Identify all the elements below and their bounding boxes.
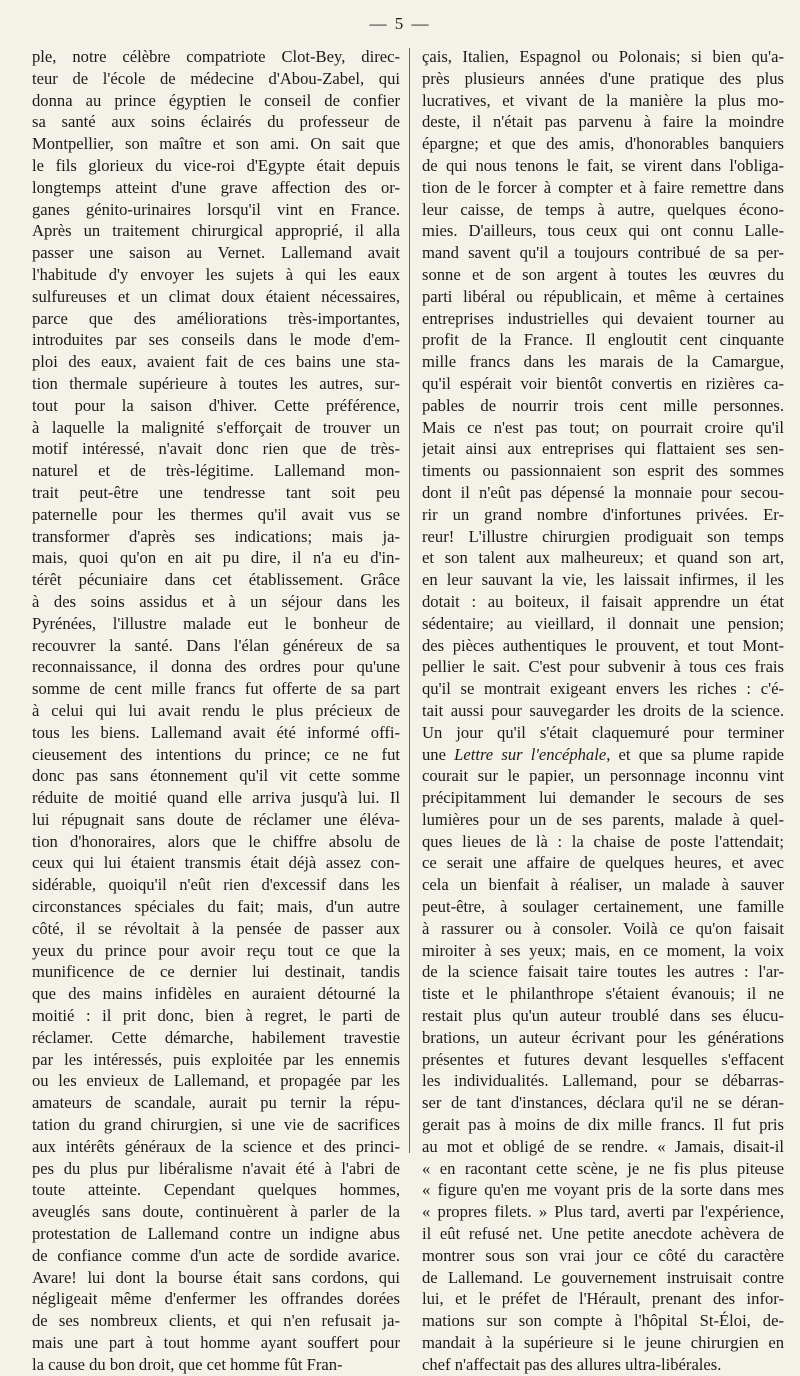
text-line: recouvrer la santé. Dans l'élan généreux de sa: [32, 635, 400, 655]
text-line: lucratives, et vivant de la manière la plus mo-: [422, 90, 784, 110]
text-line: donc pas sans étonnement qu'il vit cette somme: [32, 766, 400, 786]
text-line: de qui nous tenons le fait, se virent dans l'obliga-: [422, 155, 784, 175]
text-line: transformer d'après ses indications; mais ja-: [32, 526, 400, 546]
text-line: paternelle pour les thermes qu'il avait vus se: [32, 504, 400, 524]
text-line: gerait pas à moins de dix mille francs. Il fut pris: [422, 1115, 784, 1135]
text-line: qu'il espérait voir bientôt convertis en rizières ca-: [422, 373, 784, 393]
text-line: tait aussi pour sauvegarder les droits de la science.: [422, 700, 784, 720]
text-line: parti libéral ou républicain, et même à certaines: [422, 286, 784, 306]
text-line: reur! L'illustre chirurgien prodiguait son temps: [422, 526, 784, 546]
text-line: restait plus qu'un auteur troublé dans ses élucu-: [422, 1006, 784, 1026]
text-line: peut-être, à soulager certainement, une famille: [422, 897, 784, 917]
text-line: « en racontant cette scène, je ne fis plus piteuse: [422, 1158, 784, 1178]
text-line: « propres filets. » Plus tard, averti par l'expérience,: [422, 1202, 784, 1222]
text-line: ceux qui lui étaient transmis était déjà assez con-: [32, 853, 400, 873]
text-line: yeux du prince pour avoir reçu tout ce que la: [32, 940, 400, 960]
text-line: de ses nombreux clients, et qui n'en refusait ja-: [32, 1311, 400, 1331]
text-line: de confiance comme d'un acte de sordide avarice.: [32, 1245, 400, 1265]
text-line: mais une part à tout homme ayant souffert pour: [32, 1333, 400, 1353]
text-line: Avare! lui dont la bourse était sans cordons, qui: [32, 1267, 400, 1287]
text-line: leur caisse, de temps à autre, quelques écono-: [422, 199, 784, 219]
text-line: ser de tant d'instances, déclara qu'il ne se déran-: [422, 1093, 784, 1113]
text-line: à laquelle la malignité s'efforçait de trouver un: [32, 417, 400, 437]
text-line: tation du grand chirurgien, si une vie de sacrifices: [32, 1115, 400, 1135]
text-line: et son talent aux malheureux; et quand son art,: [422, 548, 784, 568]
text-line: que des mains infidèles en auraient détourné la: [32, 984, 400, 1004]
text-line: réduite de moitié quand elle arriva jusqu'à lui. Il: [32, 788, 400, 808]
text-line: mais, quoi qu'on en ait pu dire, il n'a eu d'in-: [32, 548, 400, 568]
text-line: précipitamment lui demander le secours de ses: [422, 788, 784, 808]
text-line: ou les envieux de Lallemand, et propagée par les: [32, 1071, 400, 1091]
text-line: côté, il se révoltait à la pensée de passer aux: [32, 918, 400, 938]
text-line: Un jour qu'il s'était claquemuré pour terminer: [422, 722, 784, 742]
text-line: à rassurer ou à consoler. Voilà ce qu'on faisait: [422, 918, 784, 938]
text-line: sa santé aux soins éclairés du professeur de: [32, 112, 400, 132]
text-line: aveuglés sans doute, continuèrent à parler de la: [32, 1202, 400, 1222]
text-line: réclamer. Cette démarche, habilement travestie: [32, 1027, 400, 1047]
text-line: à celui qui lui avait rendu le plus précieux de: [32, 700, 400, 720]
left-column: [32, 46, 400, 1376]
text-line: ploi des eaux, avaient fait de ces bains une sta-: [32, 352, 400, 372]
text-line: Après un traitement chirurgical approprié, il alla: [32, 221, 400, 241]
text-line: teur de l'école de médecine d'Abou-Zabel, qui: [32, 68, 400, 88]
text-line: épargne; et que des amis, d'honorables banquiers: [422, 134, 784, 154]
text-line: passer une saison au Vernet. Lallemand avait: [32, 243, 400, 263]
text-line: motif intéressé, n'avait donc rien que de très-: [32, 439, 400, 459]
text-line: chef n'affectait pas des allures ultra-libérales.: [422, 1354, 722, 1374]
text-line: sonne et de son argent à toutes les œuvres du: [422, 264, 784, 284]
column-divider: [409, 48, 410, 1153]
text-line: deste, il n'était pas parvenu à faire la moindre: [422, 112, 784, 132]
text-line: mille francs dans les marais de la Camargue,: [422, 352, 784, 372]
text-line: circonstances spéciales du fait; mais, d'un autre: [32, 897, 400, 917]
text-line: parce que des améliorations très-importantes,: [32, 308, 400, 328]
text-line: les individualités. Lallemand, pour se débarras-: [422, 1071, 784, 1091]
text-line: munificence de ce dernier lui destinait, tandis: [32, 962, 400, 982]
text-line: pables de nourrir trois cent mille personnes.: [422, 395, 784, 415]
text-line: ques lieues de là : la chaise de poste l'attendait;: [422, 831, 784, 851]
text-line: çais, Italien, Espagnol ou Polonais; si bien qu'a-: [422, 47, 784, 66]
text-line: Montpellier, son maître et son ami. On sait que: [32, 134, 400, 154]
text-line: sédentaire; au vieillard, il donnait une pension;: [422, 613, 784, 633]
right-column: [422, 46, 784, 1376]
text-line: longtemps atteint d'une grave affection des or-: [32, 177, 400, 197]
text-line: brations, un auteur écrivant pour les générations: [422, 1027, 784, 1047]
text-line: trait peut-être une tendresse tant soit peu: [32, 482, 400, 502]
text-line: négligeait même d'enfermer les offrandes dorées: [32, 1289, 400, 1309]
text-line: naturel et de très-légitime. Lallemand mon-: [32, 461, 400, 481]
text-line: lui, et le préfet de l'Hérault, prenant des infor-: [422, 1289, 784, 1309]
text-line: le fils glorieux du vice-roi d'Egypte était depuis: [32, 155, 400, 175]
text-line: à des soins assidus et à un séjour dans les: [32, 591, 400, 611]
text-line: « figure qu'en me voyant pris de la sorte dans mes: [422, 1180, 784, 1200]
text-line: tion de le forcer à compter et à faire remettre dans: [422, 177, 784, 197]
text-line: sulfureuses et un climat doux étaient nécessaires,: [32, 286, 400, 306]
text-line: aux intérêts généraux de la science et des princi-: [32, 1136, 400, 1156]
text-line: dotait : au boiteux, il faisait apprendre un état: [422, 591, 784, 611]
text-line: ple, notre célèbre compatriote Clot-Bey, direc-: [32, 47, 400, 66]
text-line: ce serait une affaire de quelques heures, et avec: [422, 853, 784, 873]
text-line: l'habitude d'y envoyer les sujets à qui les eaux: [32, 264, 400, 284]
text-line: montrer sous son vrai jour ce côté du caractère: [422, 1245, 784, 1265]
text-line: des pièces authentiques le prouvent, et tout Mont-: [422, 635, 784, 655]
text-line: cela un bienfait à réaliser, un malade à sauver: [422, 875, 784, 895]
text-line: lui répugnait sans doute de réclamer une éléva-: [32, 809, 400, 829]
text-line: reconnaissance, il donna des ordres pour qu'une: [32, 657, 400, 677]
text-line: présentes et futures devant lesquelles s'effacent: [422, 1049, 784, 1069]
text-line: térêt pécuniaire dans cet établissement. Grâce: [32, 570, 400, 590]
text-line: miroiter à ses yeux; mais, en ce moment, la voix: [422, 940, 784, 960]
text-line: de Lallemand. Le gouvernement instruisait contre: [422, 1267, 784, 1287]
text-line: tion thermale supérieure à toutes les autres, sur-: [32, 373, 400, 393]
text-line: somme de cent mille francs fut offerte de sa part: [32, 679, 400, 699]
text-line: tout pour la saison d'hiver. Cette préférence,: [32, 395, 400, 415]
text-line: pes du plus pur libéralisme n'avait été à l'abri de: [32, 1158, 400, 1178]
text-line: tiste et le philanthrope s'étaient évanouis; il ne: [422, 984, 784, 1004]
text-line: mandait à la supérieure si le jeune chirurgien en: [422, 1333, 784, 1353]
text-line: moitié : il prit donc, bien à regret, le parti de: [32, 1006, 400, 1026]
text-line: cieusement des intentions du prince; ce ne fut: [32, 744, 400, 764]
text-line: jetait ainsi aux entreprises qui flattaient ses sen-: [422, 439, 784, 459]
text-line: au mot et obligé de se rendre. « Jamais, disait-il: [422, 1136, 784, 1156]
text-line: mations sur son compte à l'hôpital St-Éloi, de-: [422, 1311, 784, 1331]
text-line: toute atteinte. Cependant quelques hommes,: [32, 1180, 400, 1200]
text-line: entreprises industrielles qui devaient tourner au: [422, 308, 784, 328]
text-line: pellier le sait. C'est pour subvenir à tous ces frais: [422, 657, 784, 677]
text-line: tion d'honoraires, alors que le chiffre absolu de: [32, 831, 400, 851]
text-line: Mais ce n'est pas tout; on pourrait croire qu'il: [422, 417, 784, 437]
text-line: amateurs de scandale, aurait pu ternir la répu-: [32, 1093, 400, 1113]
text-line: la cause du bon droit, que cet homme fût Fran-: [32, 1354, 343, 1374]
text-line: mand savent qu'il a toujours contribué de sa per-: [422, 243, 784, 263]
text-line: mies. D'ailleurs, tous ceux qui ont connu Lalle-: [422, 221, 784, 241]
text-line: dont il n'eût pas dépensé la monnaie pour secou-: [422, 482, 784, 502]
text-line: une Lettre sur l'encéphale, et que sa plume rapide: [422, 744, 784, 764]
text-line: introduites par ses conseils dans le mode d'em-: [32, 330, 400, 350]
text-line: sidérable, quoiqu'il n'eût rien d'excessif dans les: [32, 875, 400, 895]
text-line: profit de la France. Il engloutit cent cinquante: [422, 330, 784, 350]
text-line: timents ou passionnaient son esprit des sommes: [422, 461, 784, 481]
text-line: de la science faisait taire toutes les autres : l'ar-: [422, 962, 784, 982]
text-line: par les intéressés, puis exploitée par les ennemis: [32, 1049, 400, 1069]
text-line: courait sur le papier, un personnage inconnu vint: [422, 766, 784, 786]
text-line: protestation de Lallemand contre un indigne abus: [32, 1224, 400, 1244]
text-line: près plusieurs années d'une pratique des plus: [422, 68, 784, 88]
text-line: Pyrénées, l'illustre malade eut le bonheur de: [32, 613, 400, 633]
text-line: en leur sauvant la vie, les laissait infirmes, il les: [422, 570, 784, 590]
text-line: donna au prince égyptien le conseil de confier: [32, 90, 400, 110]
text-line: lumières pour un de ses parents, malade à quel-: [422, 809, 784, 829]
text-line: il eût refusé net. Une petite anecdote achèvera de: [422, 1224, 784, 1244]
text-line: qu'il se montrait exigeant envers les riches : c'é-: [422, 679, 784, 699]
text-line: tous les biens. Lallemand avait été informé offi-: [32, 722, 400, 742]
text-line: rir un grand nombre d'infortunes privées. Er-: [422, 504, 784, 524]
page-number: — 5 —: [369, 14, 431, 33]
text-line: ganes génito-urinaires lorsqu'il vint en France.: [32, 199, 400, 219]
